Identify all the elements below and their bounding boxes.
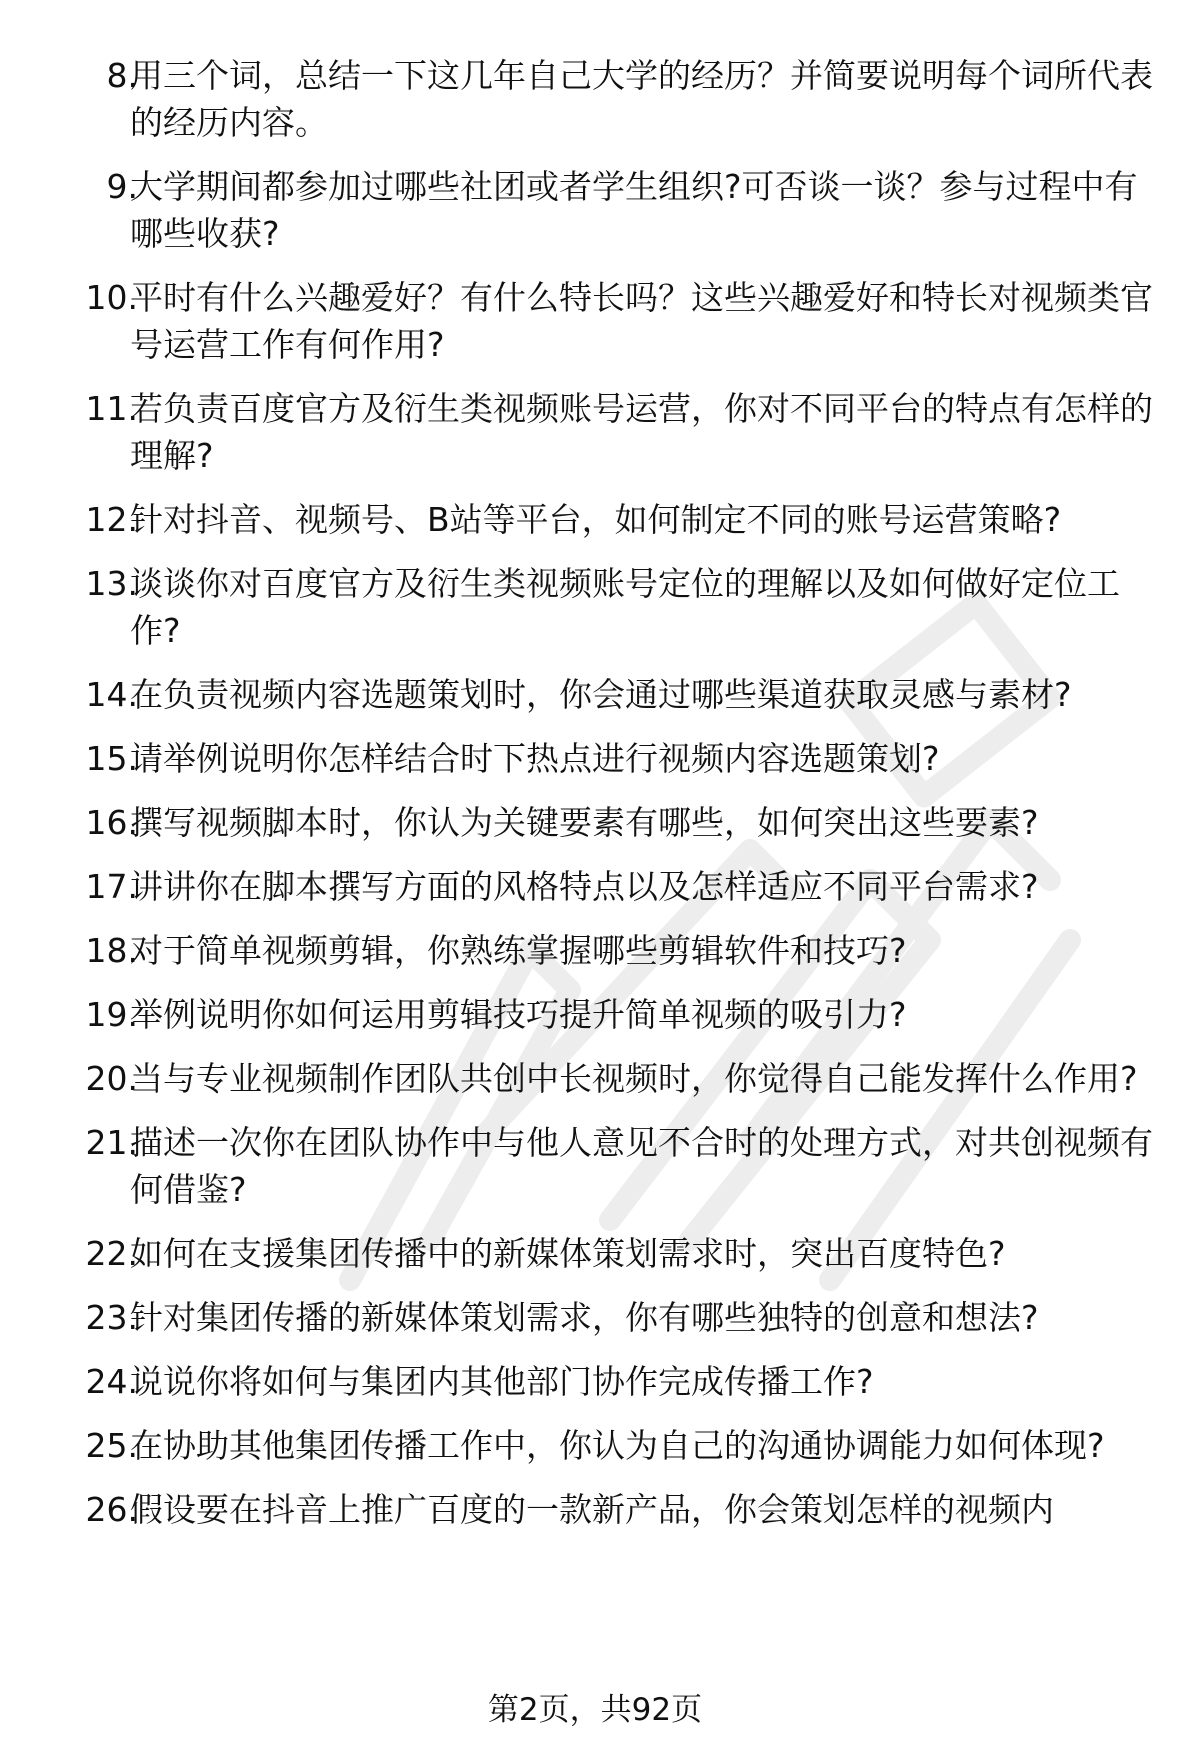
question-number: 12. xyxy=(85,500,138,539)
question-text: 请举例说明你怎样结合时下热点进行视频内容选题策划? xyxy=(130,739,940,778)
question-number: 18. xyxy=(85,931,138,970)
question-number: 11. xyxy=(85,389,138,428)
list-item xyxy=(0,274,1190,368)
list-item xyxy=(0,1358,1190,1405)
question-number: 17. xyxy=(85,867,138,906)
question-number: 25. xyxy=(85,1426,138,1465)
question-text: 描述一次你在团队协作中与他人意见不合时的处理方式，对共创视频有何借鉴? xyxy=(130,1123,1153,1209)
question-text: 在协助其他集团传播工作中，你认为自己的沟通协调能力如何体现? xyxy=(130,1426,1105,1465)
list-item xyxy=(0,1294,1190,1341)
question-number: 16. xyxy=(85,803,138,842)
question-text: 讲讲你在脚本撰写方面的风格特点以及怎样适应不同平台需求? xyxy=(130,867,1039,906)
question-text: 举例说明你如何运用剪辑技巧提升简单视频的吸引力? xyxy=(130,995,907,1034)
question-text: 当与专业视频制作团队共创中长视频时，你觉得自己能发挥什么作用? xyxy=(130,1059,1138,1098)
question-text: 说说你将如何与集团内其他部门协作完成传播工作? xyxy=(130,1362,874,1401)
question-text: 如何在支援集团传播中的新媒体策划需求时，突出百度特色? xyxy=(130,1234,1006,1273)
question-text: 针对集团传播的新媒体策划需求，你有哪些独特的创意和想法? xyxy=(130,1298,1039,1337)
question-number: 13. xyxy=(85,564,138,603)
question-text: 若负责百度官方及衍生类视频账号运营，你对不同平台的特点有怎样的理解? xyxy=(130,389,1153,475)
question-text: 平时有什么兴趣爱好？有什么特长吗？这些兴趣爱好和特长对视频类官号运营工作有何作用? xyxy=(130,278,1153,364)
question-number: 10. xyxy=(85,278,138,317)
question-number: 21. xyxy=(85,1123,138,1162)
question-text: 针对抖音、视频号、B站等平台，如何制定不同的账号运营策略? xyxy=(130,500,1062,539)
question-number: 22. xyxy=(85,1234,138,1273)
list-item xyxy=(0,385,1190,479)
list-item xyxy=(0,863,1190,910)
question-number: 14. xyxy=(85,675,138,714)
list-item xyxy=(0,1055,1190,1102)
question-text: 假设要在抖音上推广百度的一款新产品，你会策划怎样的视频内 xyxy=(130,1490,1054,1529)
question-number: 19. xyxy=(85,995,138,1034)
list-item xyxy=(0,163,1190,257)
list-item xyxy=(0,560,1190,654)
question-text: 撰写视频脚本时，你认为关键要素有哪些，如何突出这些要素? xyxy=(130,803,1039,842)
list-item xyxy=(0,1422,1190,1469)
question-text: 对于简单视频剪辑，你熟练掌握哪些剪辑软件和技巧? xyxy=(130,931,907,970)
list-item xyxy=(0,52,1190,146)
list-item xyxy=(0,671,1190,718)
question-text: 谈谈你对百度官方及衍生类视频账号定位的理解以及如何做好定位工作? xyxy=(130,564,1120,650)
list-item xyxy=(0,1486,1190,1533)
list-item xyxy=(0,991,1190,1038)
list-item xyxy=(0,496,1190,543)
question-list xyxy=(0,52,1190,1550)
question-number: 8. xyxy=(106,56,138,95)
list-item xyxy=(0,1230,1190,1277)
question-text: 大学期间都参加过哪些社团或者学生组织?可否谈一谈？参与过程中有哪些收获? xyxy=(130,167,1138,253)
list-item xyxy=(0,1119,1190,1213)
question-number: 15. xyxy=(85,739,138,778)
list-item xyxy=(0,735,1190,782)
question-number: 9. xyxy=(106,167,138,206)
list-item xyxy=(0,799,1190,846)
page-footer: 第2页，共92页 xyxy=(487,1692,703,1728)
question-number: 24. xyxy=(85,1362,138,1401)
question-number: 26. xyxy=(85,1490,138,1529)
question-text: 用三个词，总结一下这几年自己大学的经历？并简要说明每个词所代表的经历内容。 xyxy=(130,56,1153,142)
question-number: 20. xyxy=(85,1059,138,1098)
question-number: 23. xyxy=(85,1298,138,1337)
question-text: 在负责视频内容选题策划时，你会通过哪些渠道获取灵感与素材? xyxy=(130,675,1072,714)
list-item xyxy=(0,927,1190,974)
